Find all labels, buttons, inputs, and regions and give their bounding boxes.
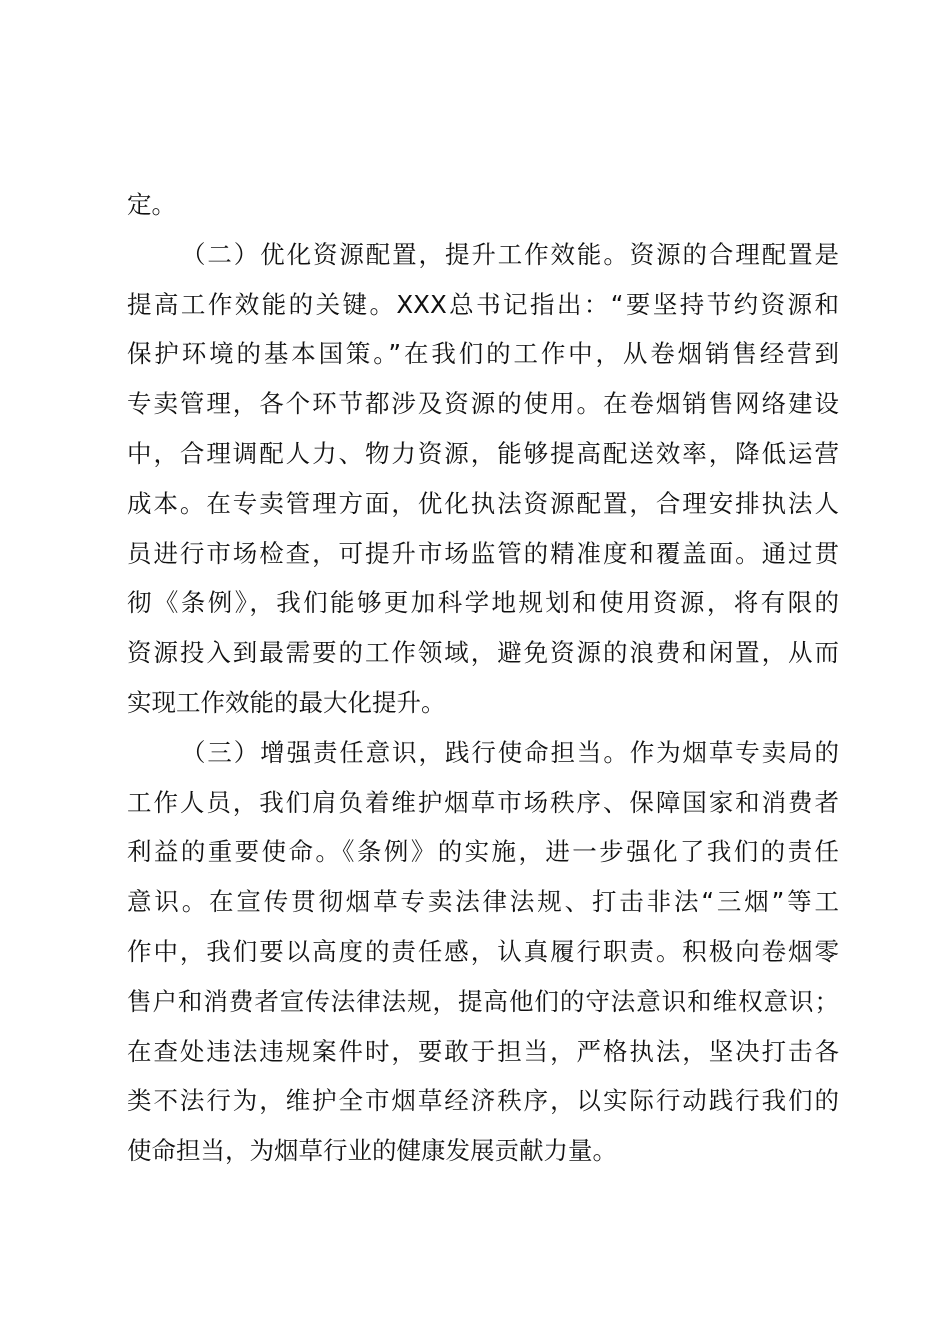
paragraph-optimize-resources <box>127 230 839 728</box>
document-body <box>127 180 839 1176</box>
text-line: 在查处违法违规案件时，要敢于担当，严格执法，坚决打击各 <box>127 1036 839 1066</box>
text-line: 保护环境的基本国策。”在我们的工作中，从卷烟销售经营到 <box>127 339 839 369</box>
text-line: 意识。在宣传贯彻烟草专卖法律法规、打击非法“三烟”等工 <box>127 887 839 917</box>
text-line: 彻《条例》，我们能够更加科学地规划和使用资源，将有限的 <box>127 588 839 618</box>
text-line: 实现工作效能的最大化提升。 <box>127 687 446 717</box>
text-line: 售户和消费者宣传法律法规，提高他们的守法意识和维权意识； <box>127 986 839 1016</box>
text-line: 工作人员，我们肩负着维护烟草市场秩序、保障国家和消费者 <box>127 787 839 817</box>
text-line: 利益的重要使命。《条例》的实施，进一步强化了我们的责任 <box>127 837 839 867</box>
text-line: 作中，我们要以高度的责任感，认真履行职责。积极向卷烟零 <box>127 936 839 966</box>
text-line: 资源投入到最需要的工作领域，避免资源的浪费和闲置，从而 <box>127 638 839 668</box>
paragraph-responsibility <box>127 728 839 1176</box>
text-line: 定。 <box>127 190 176 219</box>
text-line: 使命担当，为烟草行业的健康发展贡献力量。 <box>127 1136 617 1166</box>
text-line: 中，合理调配人力、物力资源，能够提高配送效率，降低运营 <box>127 438 839 468</box>
text-line: 专卖管理，各个环节都涉及资源的使用。在卷烟销售网络建设 <box>127 389 839 419</box>
text-line: （三）增强责任意识，践行使命担当。作为烟草专卖局的 <box>181 737 839 767</box>
text-line: （二）优化资源配置，提升工作效能。资源的合理配置是 <box>181 239 839 269</box>
text-line: 提高工作效能的关键。XXX总书记指出：“要坚持节约资源和 <box>127 289 839 319</box>
text-line: 类不法行为，维护全市烟草经济秩序，以实际行动践行我们的 <box>127 1086 839 1116</box>
paragraph-continuation <box>127 180 839 230</box>
text-line: 员进行市场检查，可提升市场监管的精准度和覆盖面。通过贯 <box>127 538 839 568</box>
text-line: 成本。在专卖管理方面，优化执法资源配置，合理安排执法人 <box>127 488 839 518</box>
